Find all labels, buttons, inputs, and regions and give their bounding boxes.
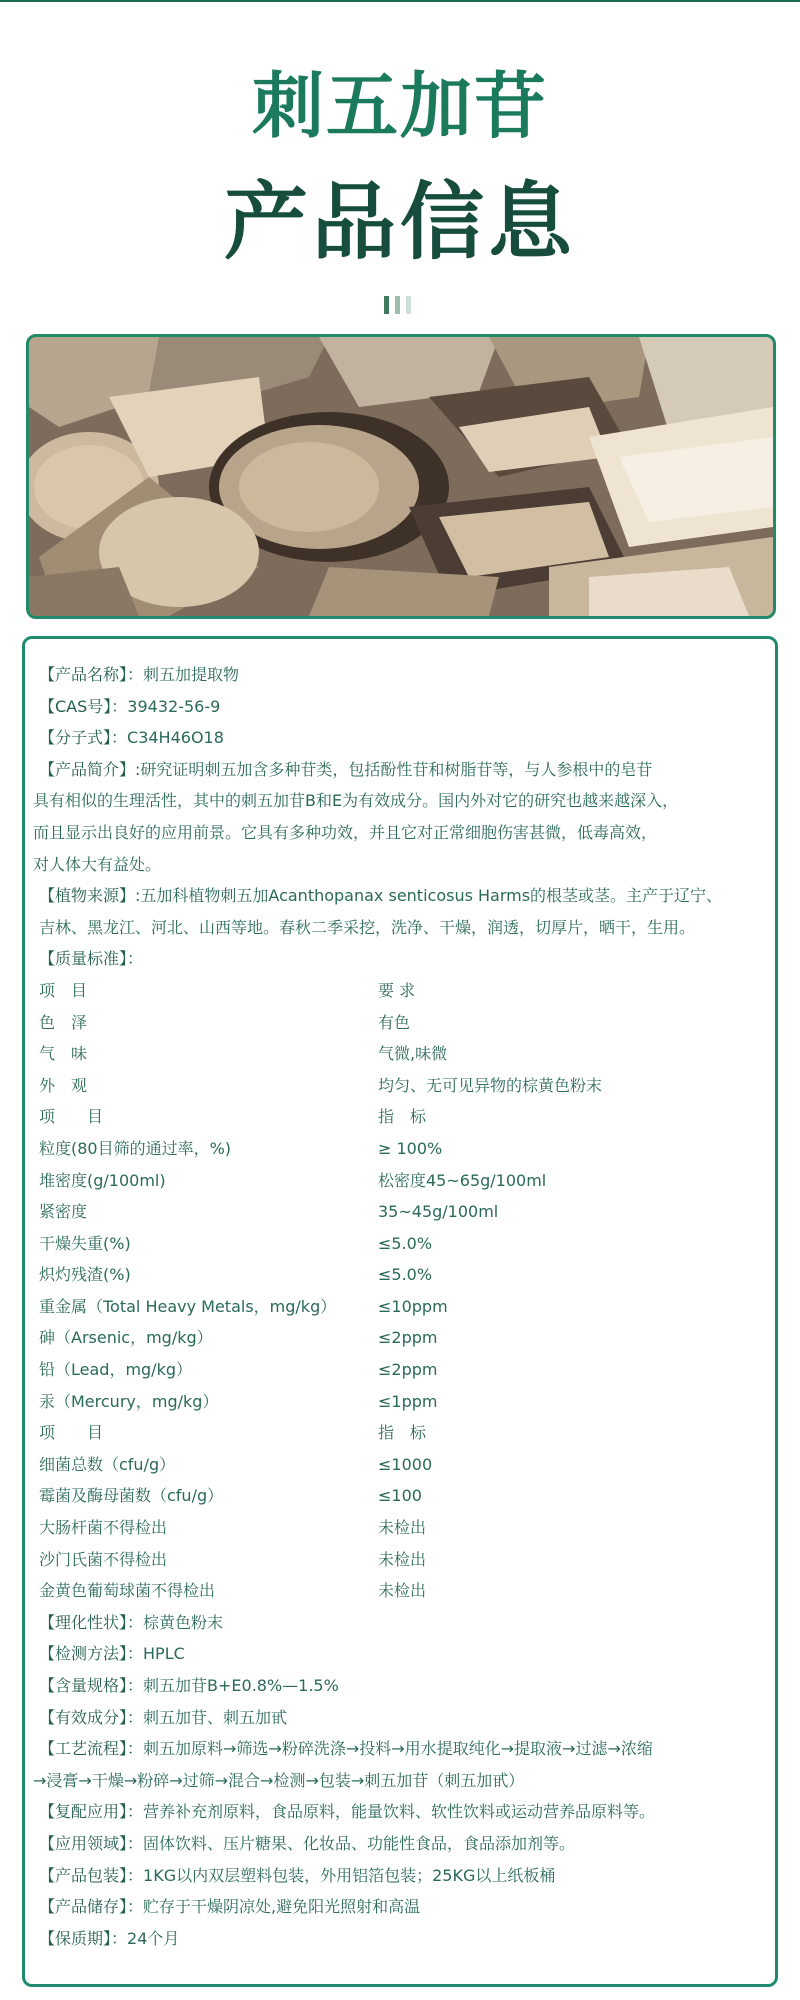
spec-requirement: ≤5.0% [378, 1265, 433, 1285]
spec-requirement: ≤100 [378, 1486, 422, 1506]
intro-row-2 [33, 785, 773, 817]
fields-row [33, 1828, 773, 1860]
source-line: 吉林、黑龙江、河北、山西等地。春秋二季采挖，洗净、干燥，润透，切厚片，晒干，生用。 [39, 917, 696, 937]
spec-requirement: 未检出 [378, 1518, 427, 1538]
spec-item: 项 目 [39, 1107, 104, 1127]
spec-row [33, 1480, 773, 1512]
formula-value: C34H46O18 [127, 728, 224, 748]
intro-row-1 [33, 754, 773, 786]
page-subtitle: 产品信息 [223, 172, 576, 271]
spec-requirement: 35~45g/100ml [378, 1202, 499, 1222]
herb-slices-photo [29, 337, 773, 616]
decorative-dots [384, 296, 411, 314]
intro-row-3 [33, 817, 773, 849]
spec-item: 堆密度(g/100ml) [39, 1170, 166, 1190]
spec-requirement: 要 求 [378, 980, 416, 1000]
spec-row [33, 1386, 773, 1418]
spec-item: 气 味 [39, 1044, 88, 1064]
compound-value: 营养补充剂原料，食品原料，能量饮料、软性饮料或运动营养品原料等。 [143, 1802, 656, 1822]
spec-requirement: ≤10ppm [378, 1296, 448, 1316]
spec-row [33, 1417, 773, 1449]
spec-item: 铅（Lead，mg/kg） [39, 1360, 192, 1380]
properties-row [33, 1607, 773, 1639]
product-name-label: 【产品名称】： [39, 665, 144, 684]
dot-mid [395, 296, 400, 314]
spec-item: 炽灼残渣(%) [39, 1265, 131, 1285]
spec-requirement: ≥ 100% [378, 1138, 443, 1158]
cas-row [33, 691, 773, 723]
spec-requirement: ≤1000 [378, 1454, 433, 1474]
spec-row [33, 1133, 773, 1165]
spec-requirement: ≤5.0% [378, 1233, 433, 1253]
spec-item: 金黄色葡萄球菌不得检出 [39, 1581, 216, 1601]
process-line: 刺五加原料→筛选→粉碎洗涤→投料→用水提取纯化→提取液→过滤→浓缩 [143, 1739, 653, 1759]
storage-value: 贮存于干燥阴凉处,避免阳光照射和高温 [143, 1897, 421, 1917]
spec-row [33, 1449, 773, 1481]
process-label: 【工艺流程】： [39, 1739, 144, 1759]
spec-requirement: 指 标 [378, 1423, 427, 1443]
cas-label: 【CAS号】： [39, 696, 128, 716]
spec-item: 粒度(80目筛的通过率，%) [39, 1138, 232, 1158]
spec-row [33, 1101, 773, 1133]
spec-requirement: 未检出 [378, 1549, 427, 1569]
properties-label: 【理化性状】： [39, 1612, 144, 1632]
spec-row [33, 975, 773, 1007]
spec-item: 紧密度 [39, 1202, 88, 1222]
process-row-1 [33, 1733, 773, 1765]
source-label: 【植物来源】 [39, 886, 136, 906]
spec-item: 色 泽 [39, 1012, 88, 1032]
spec-row [33, 1544, 773, 1576]
spec-requirement: 松密度45~65g/100ml [378, 1170, 547, 1190]
product-photo [26, 334, 776, 619]
product-name-value: 刺五加提取物 [143, 665, 240, 684]
spec-row [33, 1038, 773, 1070]
spec-row [33, 1575, 773, 1607]
spec-requirement: ≤1ppm [378, 1391, 438, 1411]
spec-item: 细菌总数（cfu/g） [39, 1454, 176, 1474]
process-row-2 [33, 1765, 773, 1797]
spec-item: 大肠杆菌不得检出 [39, 1518, 168, 1538]
active-ingredient-value: 刺五加苷、刺五加甙 [143, 1707, 288, 1727]
spec-row [33, 1070, 773, 1102]
dot-light [406, 296, 411, 314]
product-name-row [33, 659, 773, 691]
spec-row [33, 1512, 773, 1544]
package-label: 【产品包装】： [39, 1865, 144, 1885]
spec-item: 外 观 [39, 1075, 88, 1095]
intro-row-4 [33, 849, 773, 881]
spec-item: 霉菌及酶母菌数（cfu/g） [39, 1486, 224, 1506]
storage-row [33, 1891, 773, 1923]
fields-label: 【应用领域】： [39, 1833, 144, 1853]
content-spec-value: 刺五加苷B+E0.8%—1.5% [143, 1676, 339, 1695]
source-line: :五加科植物刺五加Acanthopanax senticosus Harms的根茎或茎。主产于辽宁、 [135, 886, 723, 906]
spec-requirement: 均匀、无可见异物的棕黄色粉末 [378, 1075, 603, 1095]
package-row [33, 1860, 773, 1892]
active-ingredient-row [33, 1702, 773, 1734]
spec-row [33, 1165, 773, 1197]
spec-table [33, 975, 773, 1607]
intro-line: 而且显示出良好的应用前景。它具有多种功效，并且它对正常细胞伤害甚微，低毒高效， [33, 822, 658, 842]
spec-requirement: 指 标 [378, 1107, 427, 1127]
page-title: 刺五加苷 [251, 64, 548, 148]
source-row-2 [33, 912, 773, 944]
properties-value: 棕黄色粉末 [143, 1612, 224, 1632]
spec-item: 项 目 [39, 980, 88, 1000]
spec-item: 项 目 [39, 1423, 104, 1443]
active-ingredient-label: 【有效成分】： [39, 1707, 144, 1727]
spec-item: 沙门氏菌不得检出 [39, 1549, 168, 1569]
spec-requirement: ≤2ppm [378, 1360, 438, 1380]
spec-item: 重金属（Total Heavy Metals，mg/kg） [39, 1296, 337, 1316]
shelf-life-label: 【保质期】： [39, 1928, 128, 1948]
cas-value: 39432-56-9 [127, 696, 221, 716]
spec-row [33, 1196, 773, 1228]
method-label: 【检测方法】： [39, 1644, 144, 1664]
storage-label: 【产品储存】： [39, 1897, 144, 1917]
compound-row [33, 1796, 773, 1828]
quality-standard-label: 【质量标准】： [39, 949, 144, 969]
spec-row [33, 1228, 773, 1260]
content-spec-label: 【含量规格】： [39, 1676, 144, 1695]
spec-row [33, 1259, 773, 1291]
spec-row [33, 1291, 773, 1323]
spec-item: 汞（Mercury，mg/kg） [39, 1391, 219, 1411]
spec-row [33, 1322, 773, 1354]
intro-line: 对人体大有益处。 [33, 854, 162, 874]
spec-row [33, 1007, 773, 1039]
product-info-panel [22, 636, 778, 1987]
spec-requirement: 气微,味微 [378, 1044, 448, 1064]
process-line: →浸膏→干燥→粉碎→过筛→混合→检测→包装→刺五加苷（刺五加甙） [33, 1770, 525, 1790]
spec-requirement: ≤2ppm [378, 1328, 438, 1348]
top-divider [0, 0, 800, 2]
spec-item: 干燥失重(%) [39, 1233, 131, 1253]
spec-item: 砷（Arsenic，mg/kg） [39, 1328, 213, 1348]
shelf-life-row [33, 1923, 773, 1955]
product-info-content [33, 659, 773, 1954]
fields-value: 固体饮料、压片糖果、化妆品、功能性食品，食品添加剂等。 [143, 1833, 576, 1853]
source-row-1 [33, 880, 773, 912]
quality-standard-row [33, 943, 773, 975]
formula-label: 【分子式】： [39, 728, 128, 748]
spec-requirement: 有色 [378, 1012, 411, 1032]
spec-requirement: 未检出 [378, 1581, 427, 1601]
compound-label: 【复配应用】： [39, 1802, 144, 1822]
package-value: 1KG以内双层塑料包装，外用铝箔包装；25KG以上纸板桶 [143, 1865, 556, 1885]
intro-line: 研究证明刺五加含多种苷类，包括酚性苷和树脂苷等，与人参根中的皂苷 [140, 759, 653, 779]
intro-line: 具有相似的生理活性，其中的刺五加苷B和E为有效成分。国内外对它的研究也越来越深入， [33, 791, 679, 811]
spec-row [33, 1354, 773, 1386]
method-value: HPLC [143, 1644, 185, 1664]
shelf-life-value: 24个月 [127, 1928, 180, 1948]
dot-dark [384, 296, 389, 314]
method-row [33, 1638, 773, 1670]
intro-label: 【产品简介】: [39, 759, 141, 779]
formula-row [33, 722, 773, 754]
content-spec-row [33, 1670, 773, 1702]
